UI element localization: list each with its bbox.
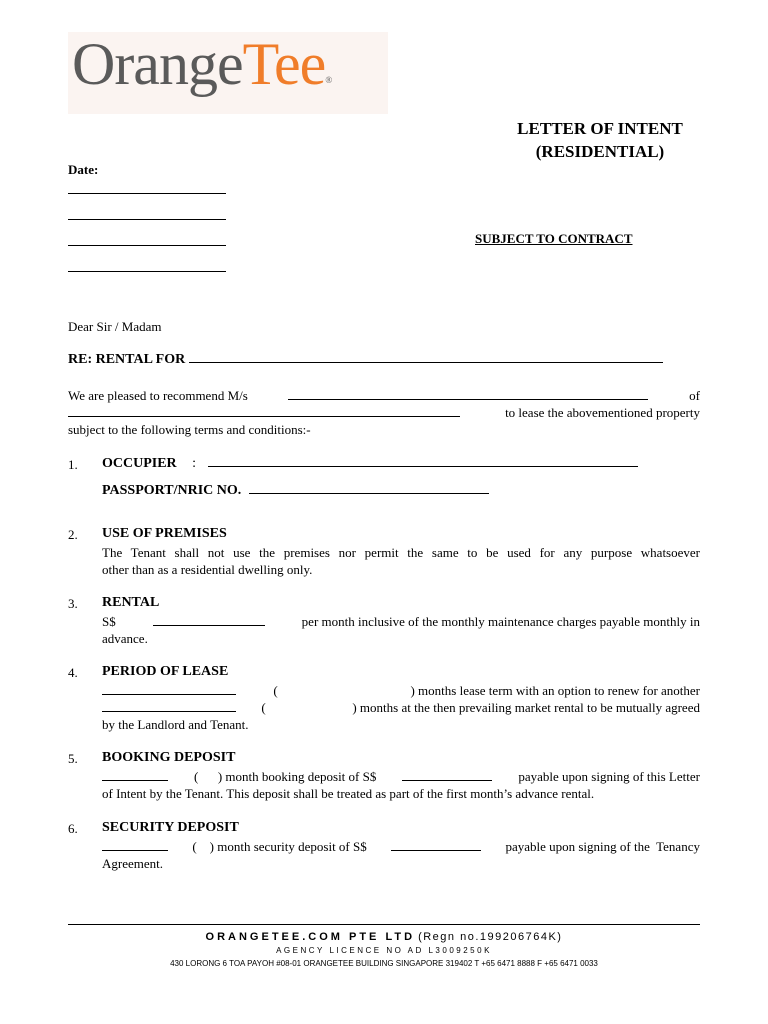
item-3-number: 3.	[68, 596, 78, 611]
rental-text	[102, 613, 700, 647]
company-address-field[interactable]	[68, 406, 460, 417]
item-6-number: 6.	[68, 821, 78, 836]
rental-line-1: per month inclusive of the monthly maintenance charges payable monthly in	[301, 614, 700, 629]
intro-part-4: subject to the following terms and conditions:-	[68, 422, 311, 437]
passport-field[interactable]	[249, 483, 489, 494]
logo-tee-text: Tee	[242, 31, 326, 97]
re-label: RE: RENTAL FOR	[68, 352, 186, 367]
use-line-2: other than as a residential dwelling only.	[102, 562, 313, 577]
security-deposit-title: SECURITY DEPOSIT	[102, 820, 239, 835]
period-of-lease-title: PERIOD OF LEASE	[102, 664, 229, 679]
item-2-number: 2.	[68, 527, 78, 542]
logo-orange-text: Orange	[72, 31, 243, 97]
address-line-2[interactable]	[68, 219, 226, 220]
security-amount-field[interactable]	[391, 840, 481, 851]
rental-currency: S$	[102, 614, 116, 629]
item-1-number: 1.	[68, 457, 78, 472]
booking-amount-field[interactable]	[402, 770, 492, 781]
booking-deposit-title: BOOKING DEPOSIT	[102, 750, 236, 765]
security-part-2: payable upon signing of the Tenancy	[505, 839, 700, 854]
passport-row	[102, 483, 489, 499]
subject-to-contract: SUBJECT TO CONTRACT	[475, 231, 633, 246]
booking-part-1: ( ) month booking deposit of S$	[194, 769, 377, 784]
title-line-1: LETTER OF INTENT	[517, 119, 683, 138]
footer-regn: (Regn no.199206764K)	[418, 931, 563, 943]
intro-part-3: to lease the abovementioned property	[505, 405, 700, 420]
occupier-label: OCCUPIER	[102, 456, 177, 471]
intro-paragraph	[68, 387, 700, 438]
intro-part-1: We are pleased to recommend M/s	[68, 388, 248, 403]
period-of-lease-text	[102, 682, 700, 733]
renewal-term-words-field[interactable]	[102, 701, 236, 712]
date-label: Date:	[68, 162, 99, 177]
title-line-2: (RESIDENTIAL)	[535, 142, 665, 161]
occupier-colon: :	[192, 456, 197, 471]
item-4-number: 4.	[68, 665, 78, 680]
item-5-number: 5.	[68, 751, 78, 766]
occupier-row	[102, 456, 638, 472]
use-line-1: The Tenant shall not use the premises nor permit the same to be used for any purpose whatsoever	[102, 545, 700, 560]
security-line-2: Agreement.	[102, 856, 164, 871]
lease-term-words-field[interactable]	[102, 684, 236, 695]
rental-title: RENTAL	[102, 595, 160, 610]
re-line	[68, 352, 663, 368]
company-name-field[interactable]	[288, 389, 648, 400]
occupier-field[interactable]	[208, 456, 638, 467]
use-of-premises-text	[102, 544, 700, 578]
lease-open-paren-1: (	[273, 683, 278, 698]
footer-company: ORANGETEE.COM PTE LTD	[205, 931, 416, 943]
booking-part-2: payable upon signing of this Letter	[518, 769, 700, 784]
property-address-field[interactable]	[189, 352, 663, 363]
footer-company-line	[0, 931, 768, 943]
salutation: Dear Sir / Madam	[68, 319, 162, 334]
address-line-3[interactable]	[68, 245, 226, 246]
footer-licence: AGENCY LICENCE NO AD L3009250K	[276, 946, 492, 955]
booking-line-2: of Intent by the Tenant. This deposit shall be treated as part of the first month’s advance rental.	[102, 786, 595, 801]
booking-months-field[interactable]	[102, 770, 168, 781]
rental-line-2: advance.	[102, 631, 148, 646]
footer-divider	[68, 924, 700, 925]
booking-deposit-text	[102, 768, 700, 802]
security-part-1: ( ) month security deposit of S$	[192, 839, 367, 854]
logo-registered-mark: ®	[325, 75, 332, 85]
address-line-4[interactable]	[68, 271, 226, 272]
use-of-premises-title: USE OF PREMISES	[102, 526, 227, 541]
security-months-field[interactable]	[102, 840, 168, 851]
intro-part-2: of	[689, 388, 700, 403]
passport-label: PASSPORT/NRIC NO.	[102, 483, 242, 498]
lease-open-paren-2: (	[261, 700, 266, 715]
address-line-1[interactable]	[68, 193, 226, 194]
security-deposit-text	[102, 838, 700, 872]
lease-line-3: by the Landlord and Tenant.	[102, 717, 249, 732]
lease-line-1: ) months lease term with an option to renew for another	[410, 683, 700, 698]
lease-line-2: ) months at the then prevailing market rental to be mutually agreed	[352, 700, 700, 715]
footer-address: 430 LORONG 6 TOA PAYOH #08-01 ORANGETEE BUILDING SINGAPORE 319402 T +65 6471 8888 F +65 6471 0033	[170, 959, 598, 968]
rental-amount-field[interactable]	[153, 615, 265, 626]
document-title	[480, 117, 720, 163]
orangetee-logo	[72, 31, 332, 97]
